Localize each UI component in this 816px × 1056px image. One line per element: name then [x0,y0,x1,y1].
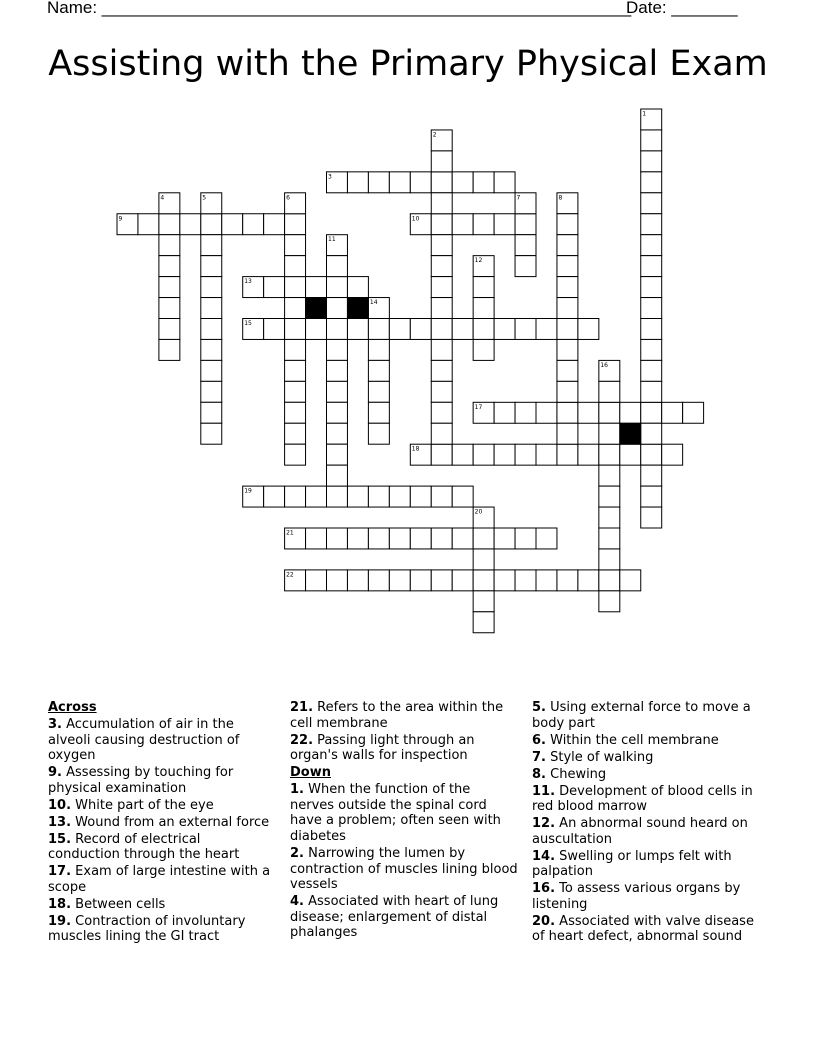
grid-cell[interactable] [641,214,662,235]
clue-text: Accumulation of air in the alveoli causing destruction of oxygen [48,716,240,764]
grid-cell[interactable] [368,172,389,193]
clue-number: 1. [290,782,304,798]
grid-block [347,298,368,319]
grid-cell[interactable] [306,277,327,298]
clue-down-12 [532,816,764,847]
grid-cell[interactable] [641,339,662,360]
grid-cell[interactable] [641,256,662,277]
grid-cell[interactable] [285,444,306,465]
grid-cell[interactable] [599,549,620,570]
clue-text: To assess various organs by listening [532,881,741,912]
clue-text: Assessing by touching for physical examination [48,765,234,796]
grid-cell-number: 19 [244,487,252,495]
grid-cell[interactable] [410,172,431,193]
clue-number: 16. [532,881,556,897]
grid-cell[interactable] [557,214,578,235]
clue-text: Between cells [75,896,166,912]
grid-cell[interactable] [536,319,557,340]
clue-number: 12. [532,816,556,832]
grid-cell[interactable] [389,570,410,591]
grid-cell[interactable] [515,256,536,277]
clues-column-2 [290,700,518,942]
date-field-label: Date: _______ [626,0,738,17]
grid-cell[interactable] [599,507,620,528]
grid-cell[interactable] [201,381,222,402]
clue-number: 3. [48,716,62,732]
grid-cell[interactable] [285,486,306,507]
grid-cell[interactable] [515,528,536,549]
grid-cell[interactable] [515,402,536,423]
grid-cell[interactable] [368,360,389,381]
grid-cell[interactable] [431,193,452,214]
page-title: Assisting with the Primary Physical Exam [48,44,768,84]
clue-number: 22. [290,732,314,748]
grid-cell-number: 4 [160,194,165,202]
grid-cell[interactable] [159,214,180,235]
grid-cell[interactable] [347,172,368,193]
grid-cell[interactable] [662,402,683,423]
grid-cell[interactable] [431,402,452,423]
clue-number: 8. [532,766,546,782]
grid-cell[interactable] [264,277,285,298]
grid-cell[interactable] [201,402,222,423]
grid-cell[interactable] [494,528,515,549]
grid-cell-number: 15 [244,320,252,327]
clue-text: An abnormal sound heard on auscultation [532,816,748,847]
grid-cell-number: 17 [474,403,483,411]
grid-cell[interactable] [473,591,494,612]
grid-cell[interactable] [159,319,180,340]
grid-cell[interactable] [431,360,452,381]
clue-number: 9. [48,765,62,781]
grid-cell[interactable] [347,277,368,298]
grid-cell[interactable] [368,319,389,340]
grid-cell[interactable] [264,319,285,340]
grid-cell[interactable] [557,402,578,423]
clue-across-18 [48,897,276,913]
grid-cell[interactable] [306,570,327,591]
grid-cell[interactable] [264,486,285,507]
grid-cell[interactable] [327,570,348,591]
grid-cell[interactable] [557,444,578,465]
grid-cell[interactable] [599,570,620,591]
grid-cell[interactable] [620,402,641,423]
grid-cell[interactable] [285,339,306,360]
grid-cell[interactable] [410,319,431,340]
grid-block [306,298,327,319]
grid-cell[interactable] [494,444,515,465]
grid-cell[interactable] [620,570,641,591]
clues-column-3 [532,700,764,946]
grid-cell[interactable] [327,381,348,402]
grid-cell[interactable] [431,444,452,465]
grid-cell[interactable] [431,172,452,193]
clue-text: White part of the eye [75,797,214,813]
grid-cell[interactable] [159,339,180,360]
grid-cell[interactable] [431,319,452,340]
grid-cell[interactable] [557,570,578,591]
clue-down-7 [532,750,764,766]
grid-cell[interactable] [285,423,306,444]
grid-cell[interactable] [641,172,662,193]
grid-cell[interactable] [641,465,662,486]
grid-cell[interactable] [347,570,368,591]
grid-cell[interactable] [410,486,431,507]
grid-cell[interactable] [201,235,222,256]
grid-cell[interactable] [578,570,599,591]
clue-across-17 [48,864,276,895]
grid-cell[interactable] [285,381,306,402]
clue-text: Contraction of involuntary muscles lining the GI tract [48,913,246,945]
name-field-label: Name: ________________________________________________________ [47,0,632,17]
grid-cell[interactable] [222,214,243,235]
clue-number: 14. [532,848,556,864]
grid-cell[interactable] [641,402,662,423]
grid-cell[interactable] [452,570,473,591]
grid-cell[interactable] [473,298,494,319]
grid-cell[interactable] [641,151,662,172]
grid-cell[interactable] [201,360,222,381]
clue-down-4 [290,894,518,941]
grid-cell[interactable] [201,319,222,340]
clue-down-16 [532,881,764,912]
grid-cell[interactable] [431,235,452,256]
grid-cell[interactable] [641,423,662,444]
grid-cell[interactable] [368,339,389,360]
grid-cell[interactable] [159,277,180,298]
clue-text: Using external force to move a body part [532,700,751,731]
grid-cell-number: 22 [286,571,294,579]
clue-text: Associated with valve disease of heart defect, abnormal sound [532,913,754,945]
grid-cell[interactable] [599,423,620,444]
grid-cell[interactable] [557,381,578,402]
clue-text: Within the cell membrane [550,732,719,748]
grid-cell[interactable] [285,256,306,277]
clue-down-14 [532,849,764,880]
grid-cell[interactable] [452,486,473,507]
grid-cell-number: 18 [411,445,420,453]
grid-cell[interactable] [515,319,536,340]
grid-cell[interactable] [578,402,599,423]
grid-cell[interactable] [641,360,662,381]
grid-cell-number: 11 [328,236,336,244]
grid-cell[interactable] [473,319,494,340]
clue-across-13 [48,815,276,831]
grid-cell[interactable] [285,214,306,235]
grid-cell-number: 9 [118,215,123,223]
grid-cell[interactable] [368,528,389,549]
grid-cell[interactable] [557,277,578,298]
grid-cell[interactable] [431,277,452,298]
grid-cell-number: 2 [432,131,437,139]
clue-across-9 [48,765,276,796]
grid-cell[interactable] [306,319,327,340]
grid-cell[interactable] [327,339,348,360]
grid-cell[interactable] [201,298,222,319]
grid-cell[interactable] [347,528,368,549]
grid-cell[interactable] [431,339,452,360]
clue-across-19 [48,914,276,945]
clue-down-1 [290,782,518,844]
grid-cell[interactable] [473,214,494,235]
clue-text: Development of blood cells in red blood marrow [532,783,753,815]
grid-cell[interactable] [473,277,494,298]
clue-across-21 [290,700,518,731]
grid-cell-number: 14 [369,299,378,307]
grid-cell[interactable] [557,256,578,277]
grid-cell-number: 16 [600,361,608,369]
down-heading: Down [290,765,331,781]
grid-cell[interactable] [389,528,410,549]
grid-cell-number: 5 [202,194,207,202]
grid-cell[interactable] [138,214,159,235]
grid-cell[interactable] [599,402,620,423]
grid-cell[interactable] [306,486,327,507]
clue-text: Associated with heart of lung disease; enlargement of distal phalanges [290,894,499,941]
grid-cell[interactable] [662,444,683,465]
grid-cell[interactable] [473,172,494,193]
grid-cell[interactable] [285,277,306,298]
grid-cell[interactable] [641,130,662,151]
grid-cell[interactable] [536,570,557,591]
grid-cell[interactable] [473,549,494,570]
grid-cell-number: 7 [516,194,521,202]
grid-cell[interactable] [599,591,620,612]
grid-cell[interactable] [515,444,536,465]
grid-cell[interactable] [536,402,557,423]
clue-text: Record of electrical conduction through the heart [48,831,240,863]
grid-cell[interactable] [327,528,348,549]
grid-cell[interactable] [473,444,494,465]
grid-cell[interactable] [201,277,222,298]
grid-cell[interactable] [327,444,348,465]
grid-cell[interactable] [452,214,473,235]
grid-cell[interactable] [473,339,494,360]
clue-text: Style of walking [550,749,654,765]
grid-cell[interactable] [159,256,180,277]
grid-cell[interactable] [641,235,662,256]
grid-cell[interactable] [641,277,662,298]
grid-cell[interactable] [327,298,348,319]
across-heading: Across [48,700,97,715]
grid-cell[interactable] [557,235,578,256]
clue-number: 6. [532,732,546,748]
grid-cell[interactable] [557,298,578,319]
grid-cell[interactable] [327,319,348,340]
grid-cell[interactable] [494,319,515,340]
clue-down-2 [290,846,518,893]
grid-cell[interactable] [641,507,662,528]
grid-cell[interactable] [599,465,620,486]
clue-number: 20. [532,913,556,929]
clue-across-10 [48,798,276,814]
grid-cell[interactable] [389,172,410,193]
grid-cell[interactable] [599,444,620,465]
grid-cell[interactable] [327,402,348,423]
grid-cell[interactable] [431,486,452,507]
clue-across-22 [290,733,518,764]
grid-cell[interactable] [368,402,389,423]
grid-cell-number: 1 [642,110,647,118]
grid-cell[interactable] [285,319,306,340]
clue-number: 7. [532,749,546,765]
clue-across-3 [48,717,276,764]
grid-cell[interactable] [431,570,452,591]
clue-text: Wound from an external force [75,814,270,830]
grid-cell[interactable] [536,528,557,549]
clue-number: 2. [290,845,304,861]
grid-cell[interactable] [327,465,348,486]
grid-cell[interactable] [515,570,536,591]
clue-number: 17. [48,864,72,880]
grid-cell[interactable] [368,381,389,402]
grid-cell[interactable] [410,570,431,591]
grid-cell[interactable] [473,528,494,549]
clue-down-20 [532,914,764,945]
grid-cell[interactable] [683,402,704,423]
grid-cell[interactable] [327,360,348,381]
grid-cell[interactable] [327,423,348,444]
grid-cell[interactable] [201,256,222,277]
grid-cell[interactable] [452,172,473,193]
grid-cell[interactable] [641,298,662,319]
clue-text: When the function of the nerves outside the spinal cord have a problem; often seen with diabetes [290,782,501,844]
grid-cell-number: 13 [244,278,252,286]
grid-cell[interactable] [557,319,578,340]
grid-cell[interactable] [159,298,180,319]
grid-cell[interactable] [347,486,368,507]
grid-cell-number: 20 [474,508,483,516]
clue-number: 13. [48,814,72,830]
grid-cell[interactable] [243,214,264,235]
clue-down-6 [532,733,764,749]
clue-number: 10. [48,797,72,813]
clue-text: Swelling or lumps felt with palpation [532,848,732,880]
grid-cell[interactable] [641,319,662,340]
grid-cell[interactable] [494,172,515,193]
grid-cell-number: 6 [286,194,290,202]
clue-down-11 [532,784,764,815]
grid-cell[interactable] [494,570,515,591]
grid-cell[interactable] [327,277,348,298]
clue-down-8 [532,767,764,783]
grid-cell[interactable] [368,570,389,591]
grid-cell[interactable] [431,423,452,444]
grid-cell[interactable] [410,528,431,549]
grid-cell[interactable] [159,235,180,256]
grid-cell[interactable] [578,319,599,340]
grid-cell[interactable] [578,444,599,465]
clue-number: 11. [532,783,556,799]
clue-number: 21. [290,700,314,715]
grid-cell[interactable] [285,360,306,381]
grid-cell[interactable] [536,444,557,465]
grid-cell[interactable] [599,528,620,549]
grid-cell[interactable] [452,319,473,340]
grid-cell[interactable] [431,381,452,402]
grid-cell[interactable] [641,486,662,507]
clue-text: Passing light through an organ's walls for inspection [290,732,475,764]
grid-cell[interactable] [368,486,389,507]
grid-cell[interactable] [431,151,452,172]
clue-down-5 [532,700,764,731]
clue-number: 15. [48,831,72,847]
grid-cell[interactable] [285,235,306,256]
grid-cell[interactable] [599,486,620,507]
grid-cell[interactable] [201,423,222,444]
grid-cell[interactable] [201,214,222,235]
grid-cell[interactable] [452,444,473,465]
clue-text: Narrowing the lumen by contraction of muscles lining blood vessels [290,845,518,893]
grid-cell[interactable] [306,528,327,549]
grid-cell[interactable] [641,444,662,465]
grid-cell[interactable] [620,444,641,465]
grid-cell[interactable] [641,381,662,402]
grid-cell[interactable] [327,256,348,277]
grid-cell-number: 8 [558,194,563,202]
grid-cell[interactable] [431,256,452,277]
grid-cell[interactable] [515,214,536,235]
grid-cell[interactable] [347,319,368,340]
grid-cell-number: 3 [328,173,332,181]
grid-cell-number: 10 [411,215,420,223]
grid-cell[interactable] [389,319,410,340]
grid-cell[interactable] [557,339,578,360]
grid-cell[interactable] [264,214,285,235]
grid-cell[interactable] [285,298,306,319]
grid-cell[interactable] [431,214,452,235]
grid-cell[interactable] [557,423,578,444]
grid-cell[interactable] [327,486,348,507]
grid-cell-number: 21 [286,529,294,537]
clue-across-15 [48,832,276,863]
grid-block [620,423,641,444]
grid-cell[interactable] [515,235,536,256]
grid-cell[interactable] [599,381,620,402]
grid-cell-number: 12 [474,257,483,265]
clue-number: 4. [290,894,304,910]
grid-cell[interactable] [201,339,222,360]
grid-cell[interactable] [494,214,515,235]
grid-cell[interactable] [494,402,515,423]
grid-cell[interactable] [285,402,306,423]
clue-number: 19. [48,913,72,929]
grid-cell[interactable] [452,528,473,549]
grid-cell[interactable] [368,423,389,444]
grid-cell[interactable] [641,193,662,214]
clue-text: Exam of large intestine with a scope [48,864,271,895]
clue-text: Chewing [550,766,607,782]
clue-number: 5. [532,700,546,715]
clue-text: Refers to the area within the cell membrane [290,700,504,731]
grid-cell[interactable] [431,528,452,549]
clue-number: 18. [48,896,72,912]
grid-cell[interactable] [473,612,494,633]
grid-cell[interactable] [180,214,201,235]
grid-cell[interactable] [557,360,578,381]
clues-column-1 [48,700,276,946]
grid-cell[interactable] [389,486,410,507]
grid-cell[interactable] [473,570,494,591]
grid-cell[interactable] [431,298,452,319]
